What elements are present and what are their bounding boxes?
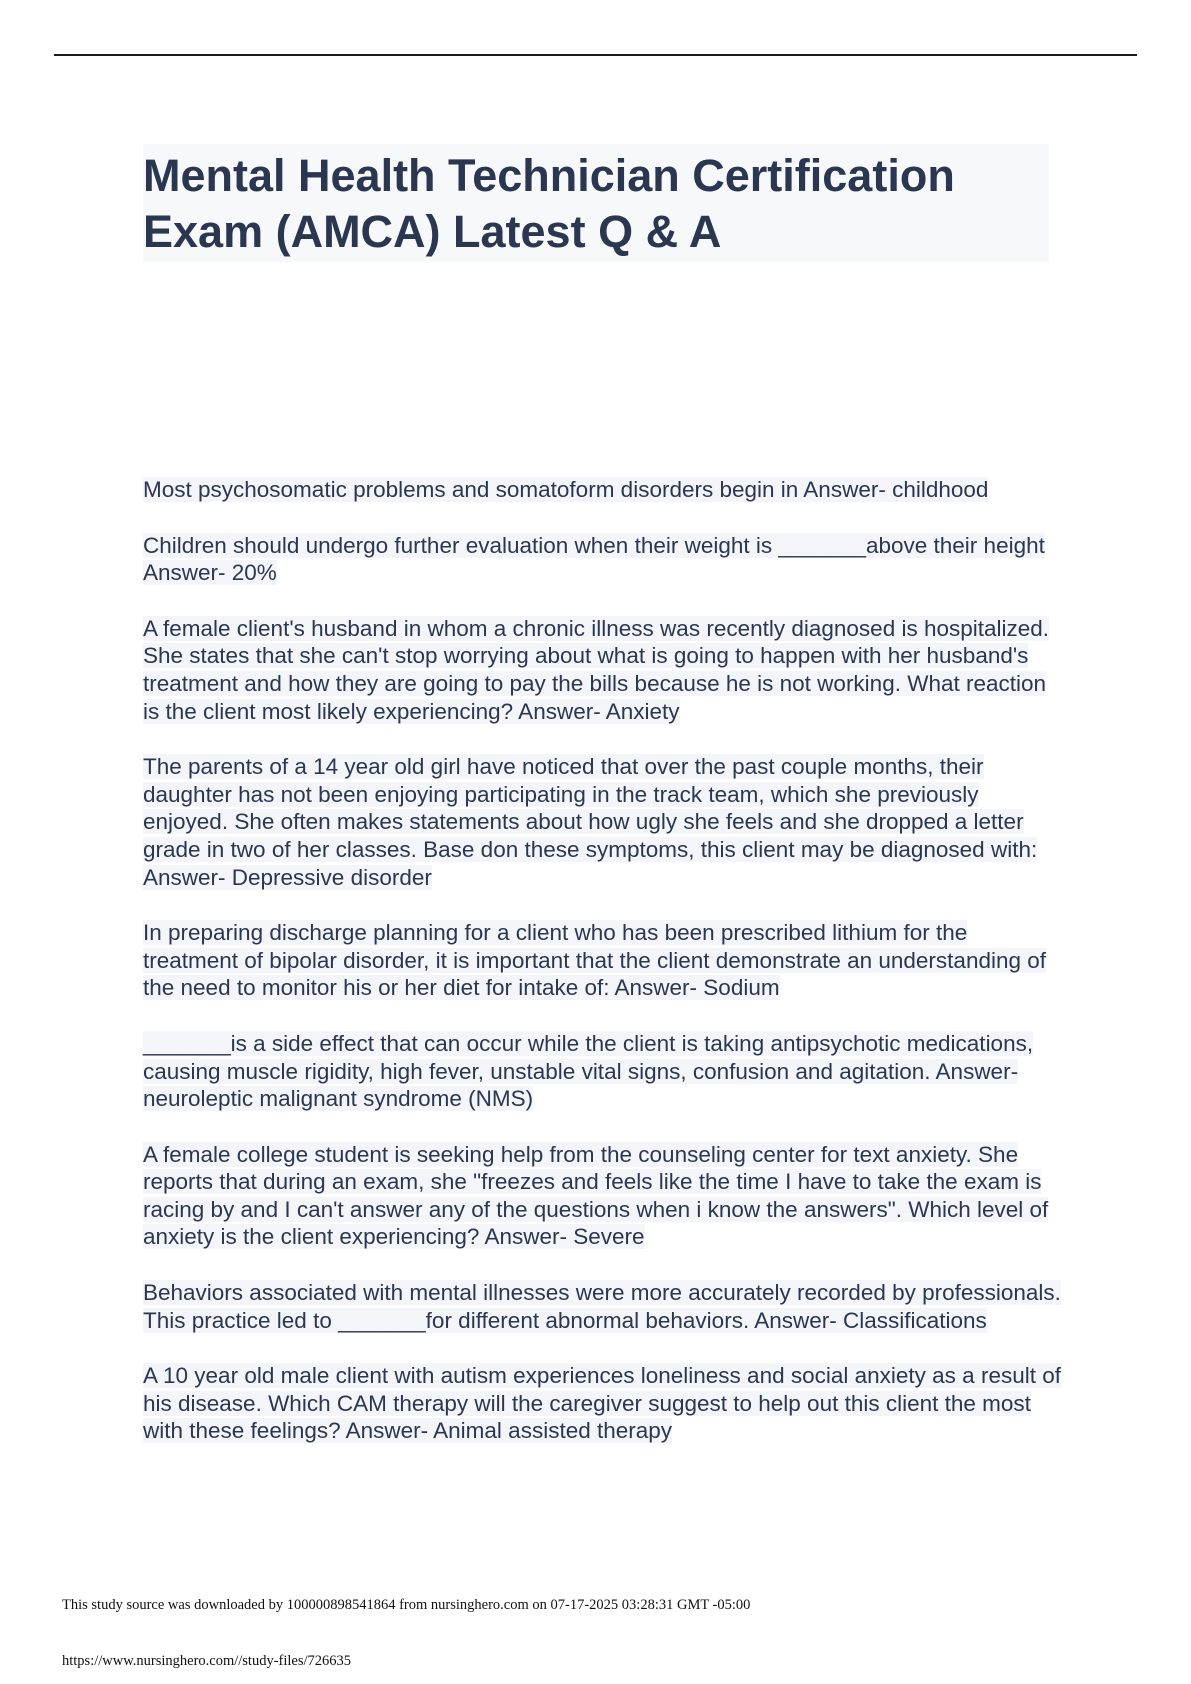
qa-item: [143, 1030, 1063, 1113]
qa-text: The parents of a 14 year old girl have noticed that over the past couple months, their daughter has not been enjoying participating in the track team, which she previously enjoyed. She often makes statements about how ugly she feels and she dropped a letter grade in two of her classes. Base don these symptoms, this client may be diagnosed with: Answer- Depressive disorder: [143, 754, 1038, 890]
footer-url[interactable]: https://www.nursinghero.com//study-files/726635: [62, 1653, 352, 1669]
qa-item: [143, 532, 1063, 587]
qa-text: A female client's husband in whom a chronic illness was recently diagnosed is hospitalized. She states that she can't stop worrying about what is going to happen with her husband's treatment and how they are going to pay the bills because he is not working. What reaction is the client most likely experiencing? Answer- Anxiety: [143, 615, 1050, 724]
qa-item: [143, 1279, 1063, 1334]
qa-text: In preparing discharge planning for a client who has been prescribed lithium for the treatment of bipolar disorder, it is important that the client demonstrate an understanding of the need to monitor his or her diet for intake of: Answer- Sodium: [143, 920, 1047, 1001]
qa-item: [143, 1362, 1063, 1445]
qa-item: [143, 476, 1063, 504]
qa-text: Most psychosomatic problems and somatoform disorders begin in Answer- childhood: [143, 477, 989, 502]
footer-source-note: This study source was downloaded by 100000898541864 from nursinghero.com on 07-17-2025 03:28:31 GMT -05:00: [62, 1597, 751, 1613]
qa-item: [143, 615, 1063, 725]
qa-item: [143, 919, 1063, 1002]
title-block: [143, 144, 1049, 262]
qa-text: A female college student is seeking help from the counseling center for text anxiety. She reports that during an exam, she "freezes and feels like the time I have to take the exam is racing by and I can't answer any of the questions when i know the answers". Which level of anxiety is the client experiencing? Answer- Severe: [143, 1141, 1049, 1250]
qa-text: _______is a side effect that can occur while the client is taking antipsychotic medications, causing muscle rigidity, high fever, unstable vital signs, confusion and agitation. Answer- neuroleptic malignant syndrome (NMS): [143, 1030, 1034, 1112]
qa-text: A 10 year old male client with autism experiences loneliness and social anxiety as a result of his disease. Which CAM therapy will the caregiver suggest to help out this client the most with these feelings? Answer- Animal assisted therapy: [143, 1363, 1061, 1444]
qa-list: [143, 476, 1063, 1473]
qa-item: [143, 753, 1063, 891]
qa-text: Children should undergo further evaluation when their weight is _______above their height Answer- 20%: [143, 532, 1045, 586]
qa-text: Behaviors associated with mental illnesses were more accurately recorded by professionals. This practice led to _______for different abnormal behaviors. Answer- Classifications: [143, 1280, 1061, 1333]
page-title: Mental Health Technician Certification Exam (AMCA) Latest Q & A: [143, 150, 955, 257]
top-rule: [54, 54, 1137, 56]
qa-item: [143, 1141, 1063, 1251]
